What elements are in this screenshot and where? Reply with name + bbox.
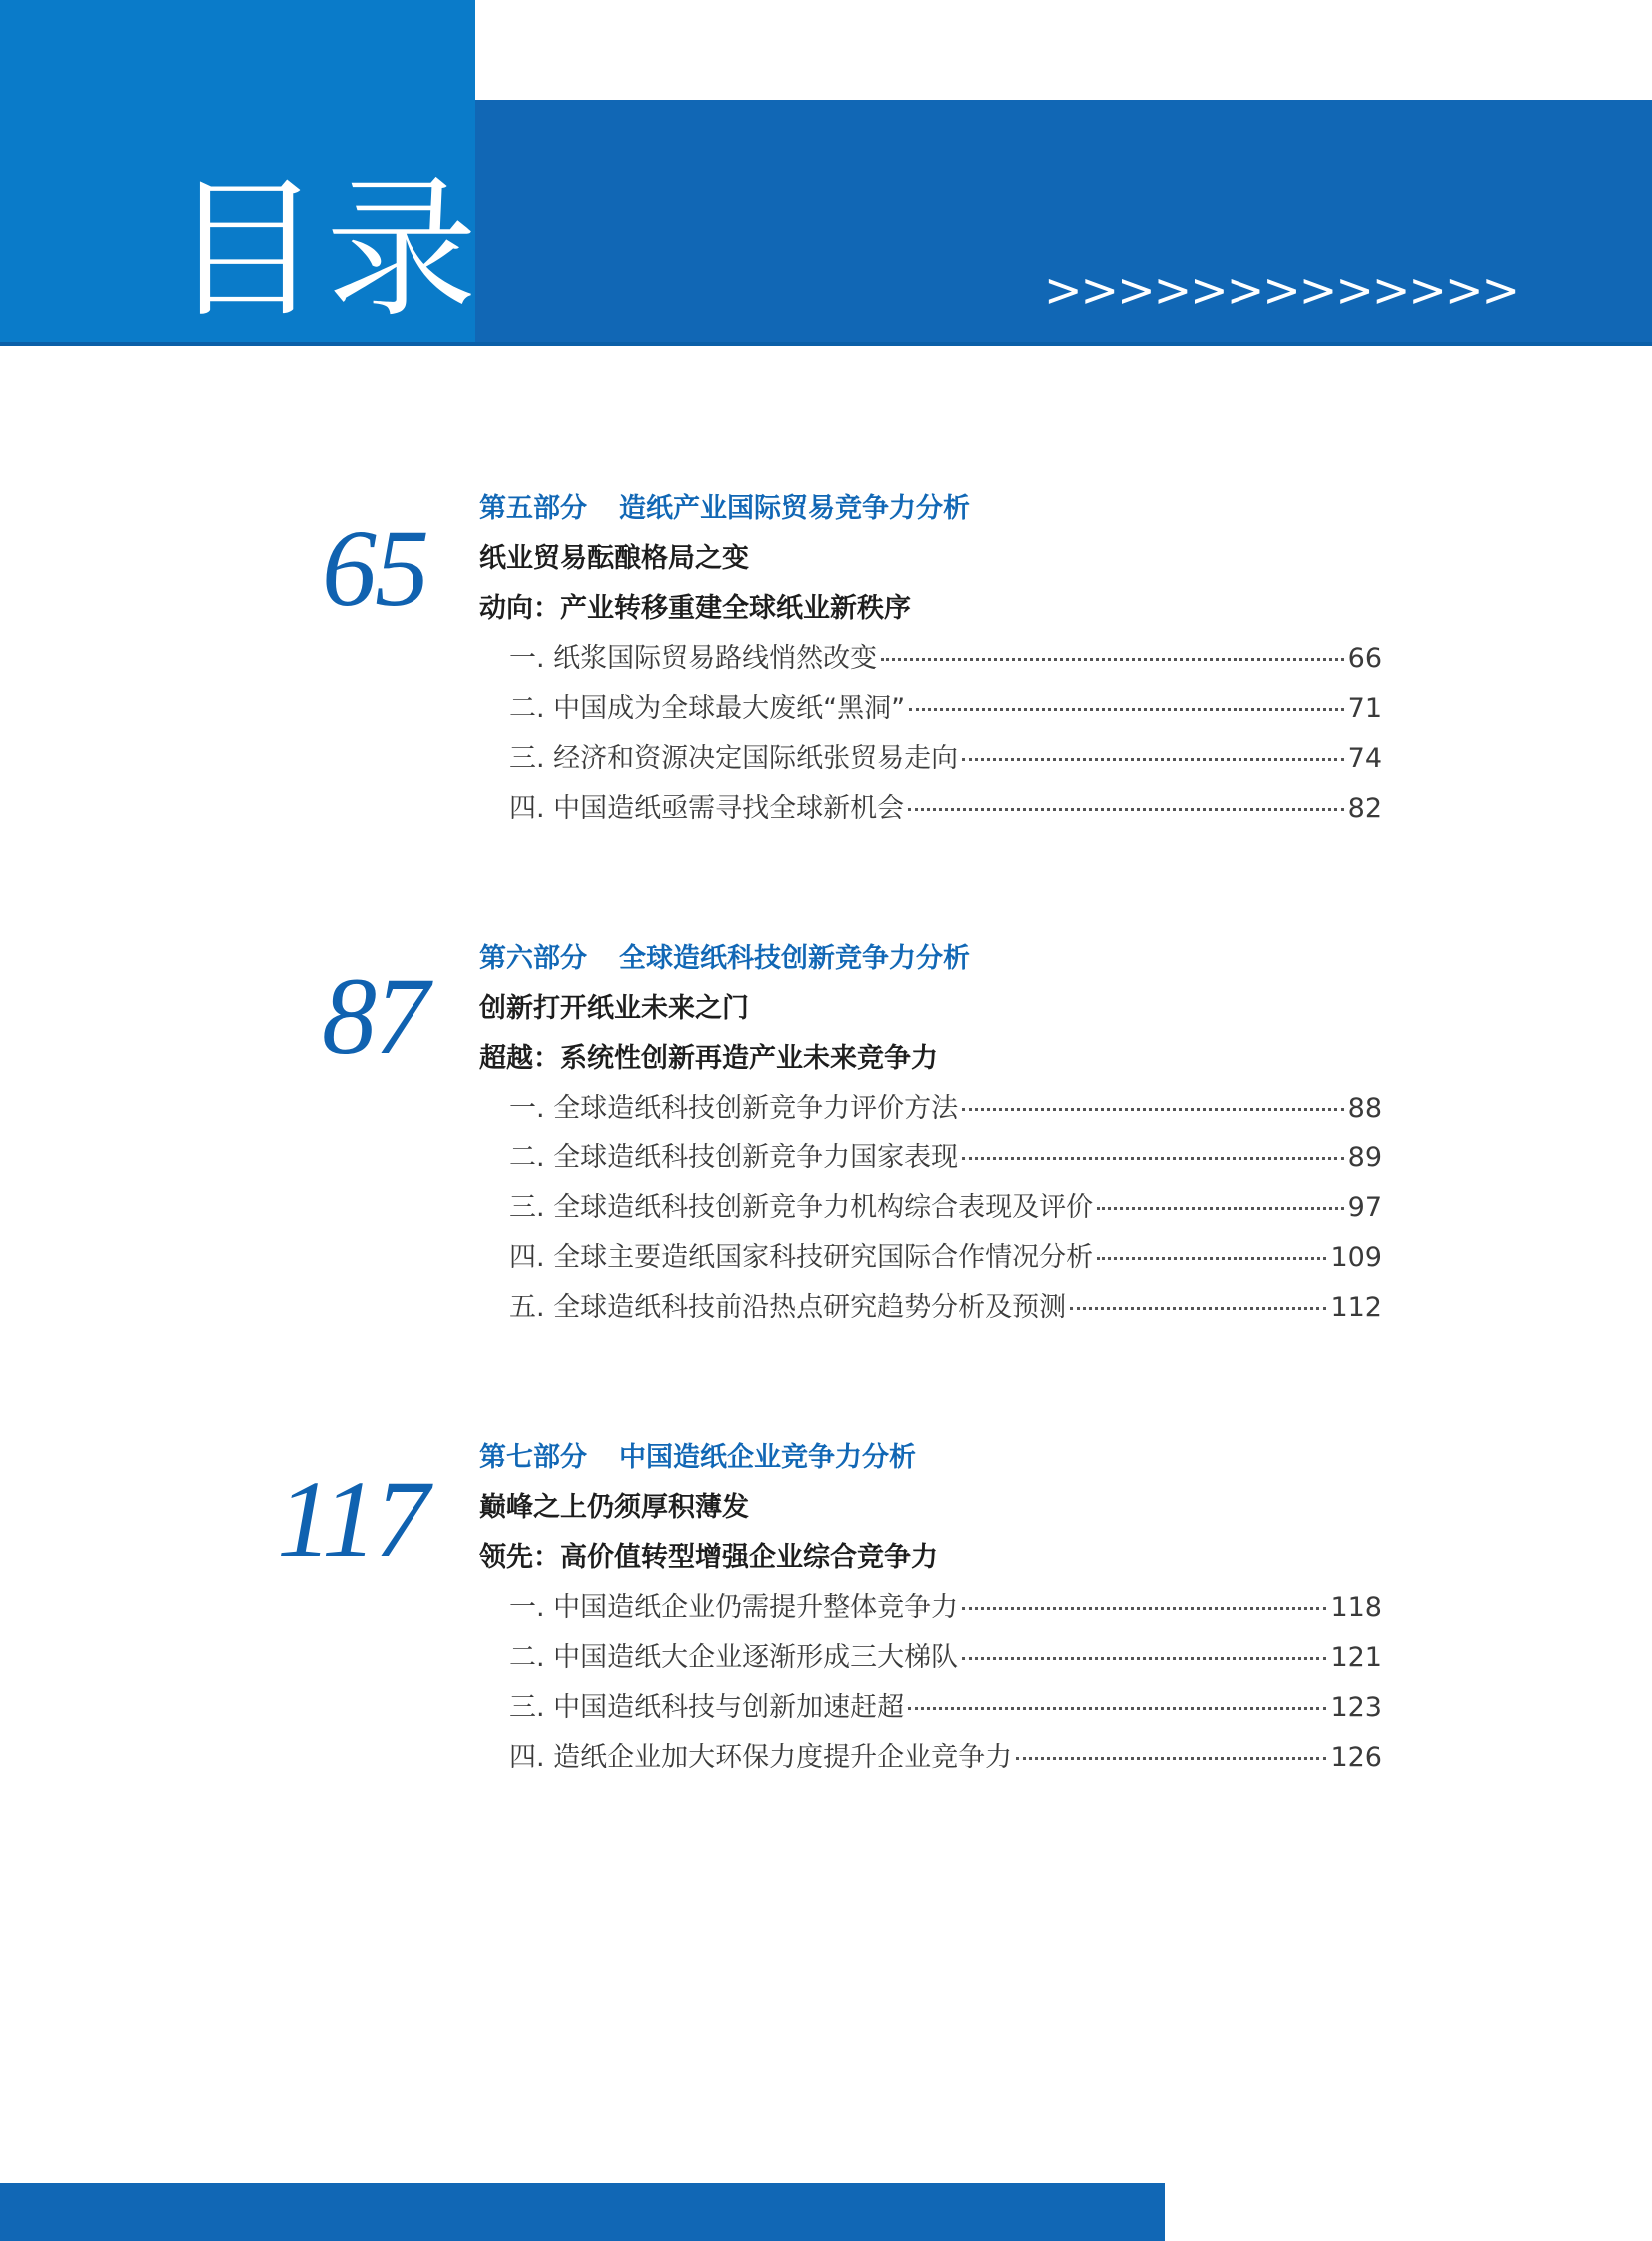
section-subtitle: 巅峰之上仍须厚积薄发 <box>479 1492 749 1523</box>
part-heading <box>479 1438 916 1478</box>
section-subtitle: 领先：高价值转型增强企业综合竞争力 <box>479 1542 938 1573</box>
dot-leader <box>962 1108 1343 1111</box>
toc-entry[interactable] <box>509 1688 1382 1728</box>
toc-entry-page: 123 <box>1330 1692 1382 1723</box>
section-subtitle: 创新打开纸业未来之门 <box>479 993 749 1024</box>
toc-entry[interactable] <box>509 1588 1382 1628</box>
toc-entry-title: 一. 全球造纸科技创新竞争力评价方法 <box>509 1093 959 1123</box>
toc-entry-page: 121 <box>1330 1642 1382 1673</box>
section-subtitle: 纸业贸易酝酿格局之变 <box>479 543 749 574</box>
toc-entry[interactable] <box>509 1238 1382 1278</box>
toc-entry-title: 一. 中国造纸企业仍需提升整体竞争力 <box>509 1592 959 1623</box>
toc-entry-page: 97 <box>1347 1192 1382 1223</box>
toc-entry-title: 三. 全球造纸科技创新竞争力机构综合表现及评价 <box>509 1192 1094 1223</box>
dot-leader <box>1097 1257 1326 1260</box>
dot-leader <box>909 708 1344 711</box>
part-title: 全球造纸科技创新竞争力分析 <box>619 943 970 974</box>
toc-entry-page: 89 <box>1347 1142 1382 1173</box>
dot-leader <box>962 1607 1326 1610</box>
toc-entry[interactable] <box>509 1738 1382 1778</box>
toc-entry-title: 三. 中国造纸科技与创新加速赶超 <box>509 1692 905 1723</box>
toc-entry[interactable] <box>509 1138 1382 1178</box>
toc-entry-title: 二. 中国成为全球最大废纸“黑洞” <box>509 693 906 724</box>
dot-leader <box>881 658 1343 661</box>
toc-entry[interactable] <box>509 739 1382 779</box>
chevron-decoration: >>>>>>>>>>>>> <box>1044 263 1519 317</box>
toc-entry-page: 109 <box>1330 1242 1382 1273</box>
dot-leader <box>962 1657 1326 1660</box>
toc-entry[interactable] <box>509 1638 1382 1678</box>
toc-entry-page: 71 <box>1347 693 1382 724</box>
header-bottom-strip <box>0 342 1652 346</box>
section-start-page: 117 <box>277 1458 427 1580</box>
toc-entry[interactable] <box>509 1288 1382 1328</box>
toc-entry-title: 二. 中国造纸大企业逐渐形成三大梯队 <box>509 1642 959 1673</box>
toc-entry[interactable] <box>509 789 1382 829</box>
part-label: 第七部分 <box>479 1442 587 1473</box>
section-start-page: 87 <box>322 955 427 1077</box>
toc-entry[interactable] <box>509 1188 1382 1228</box>
section-subtitle: 超越：系统性创新再造产业未来竞争力 <box>479 1043 938 1074</box>
dot-leader <box>962 758 1343 761</box>
toc-entry-title: 四. 全球主要造纸国家科技研究国际合作情况分析 <box>509 1242 1094 1273</box>
dot-leader <box>908 808 1343 811</box>
toc-entry-page: 126 <box>1330 1742 1382 1773</box>
page-title: 目录 <box>170 161 481 338</box>
toc-entry-title: 二. 全球造纸科技创新竞争力国家表现 <box>509 1142 959 1173</box>
toc-entry-title: 四. 中国造纸亟需寻找全球新机会 <box>509 793 905 824</box>
toc-entry-page: 118 <box>1330 1592 1382 1623</box>
toc-entry-title: 五. 全球造纸科技前沿热点研究趋势分析及预测 <box>509 1292 1067 1323</box>
section-subtitle: 动向：产业转移重建全球纸业新秩序 <box>479 593 911 624</box>
part-heading <box>479 939 970 979</box>
toc-entry[interactable] <box>509 689 1382 729</box>
toc-entry-page: 112 <box>1330 1292 1382 1323</box>
dot-leader <box>962 1157 1343 1160</box>
dot-leader <box>1070 1307 1326 1310</box>
dot-leader <box>1097 1207 1343 1210</box>
toc-entry[interactable] <box>509 639 1382 679</box>
section-start-page: 65 <box>322 507 427 629</box>
toc-entry[interactable] <box>509 1089 1382 1128</box>
toc-entry-page: 66 <box>1347 643 1382 674</box>
toc-entry-title: 一. 纸浆国际贸易路线悄然改变 <box>509 643 878 674</box>
toc-entry-title: 三. 经济和资源决定国际纸张贸易走向 <box>509 743 959 774</box>
toc-entry-page: 74 <box>1347 743 1382 774</box>
part-title: 造纸产业国际贸易竞争力分析 <box>619 493 970 524</box>
footer-bar <box>0 2183 1165 2241</box>
part-label: 第五部分 <box>479 493 587 524</box>
part-title: 中国造纸企业竞争力分析 <box>619 1442 916 1473</box>
dot-leader <box>908 1707 1326 1710</box>
part-heading <box>479 489 970 529</box>
toc-entry-page: 88 <box>1347 1093 1382 1123</box>
part-label: 第六部分 <box>479 943 587 974</box>
toc-entry-page: 82 <box>1347 793 1382 824</box>
dot-leader <box>1016 1757 1326 1760</box>
toc-entry-title: 四. 造纸企业加大环保力度提升企业竞争力 <box>509 1742 1013 1773</box>
